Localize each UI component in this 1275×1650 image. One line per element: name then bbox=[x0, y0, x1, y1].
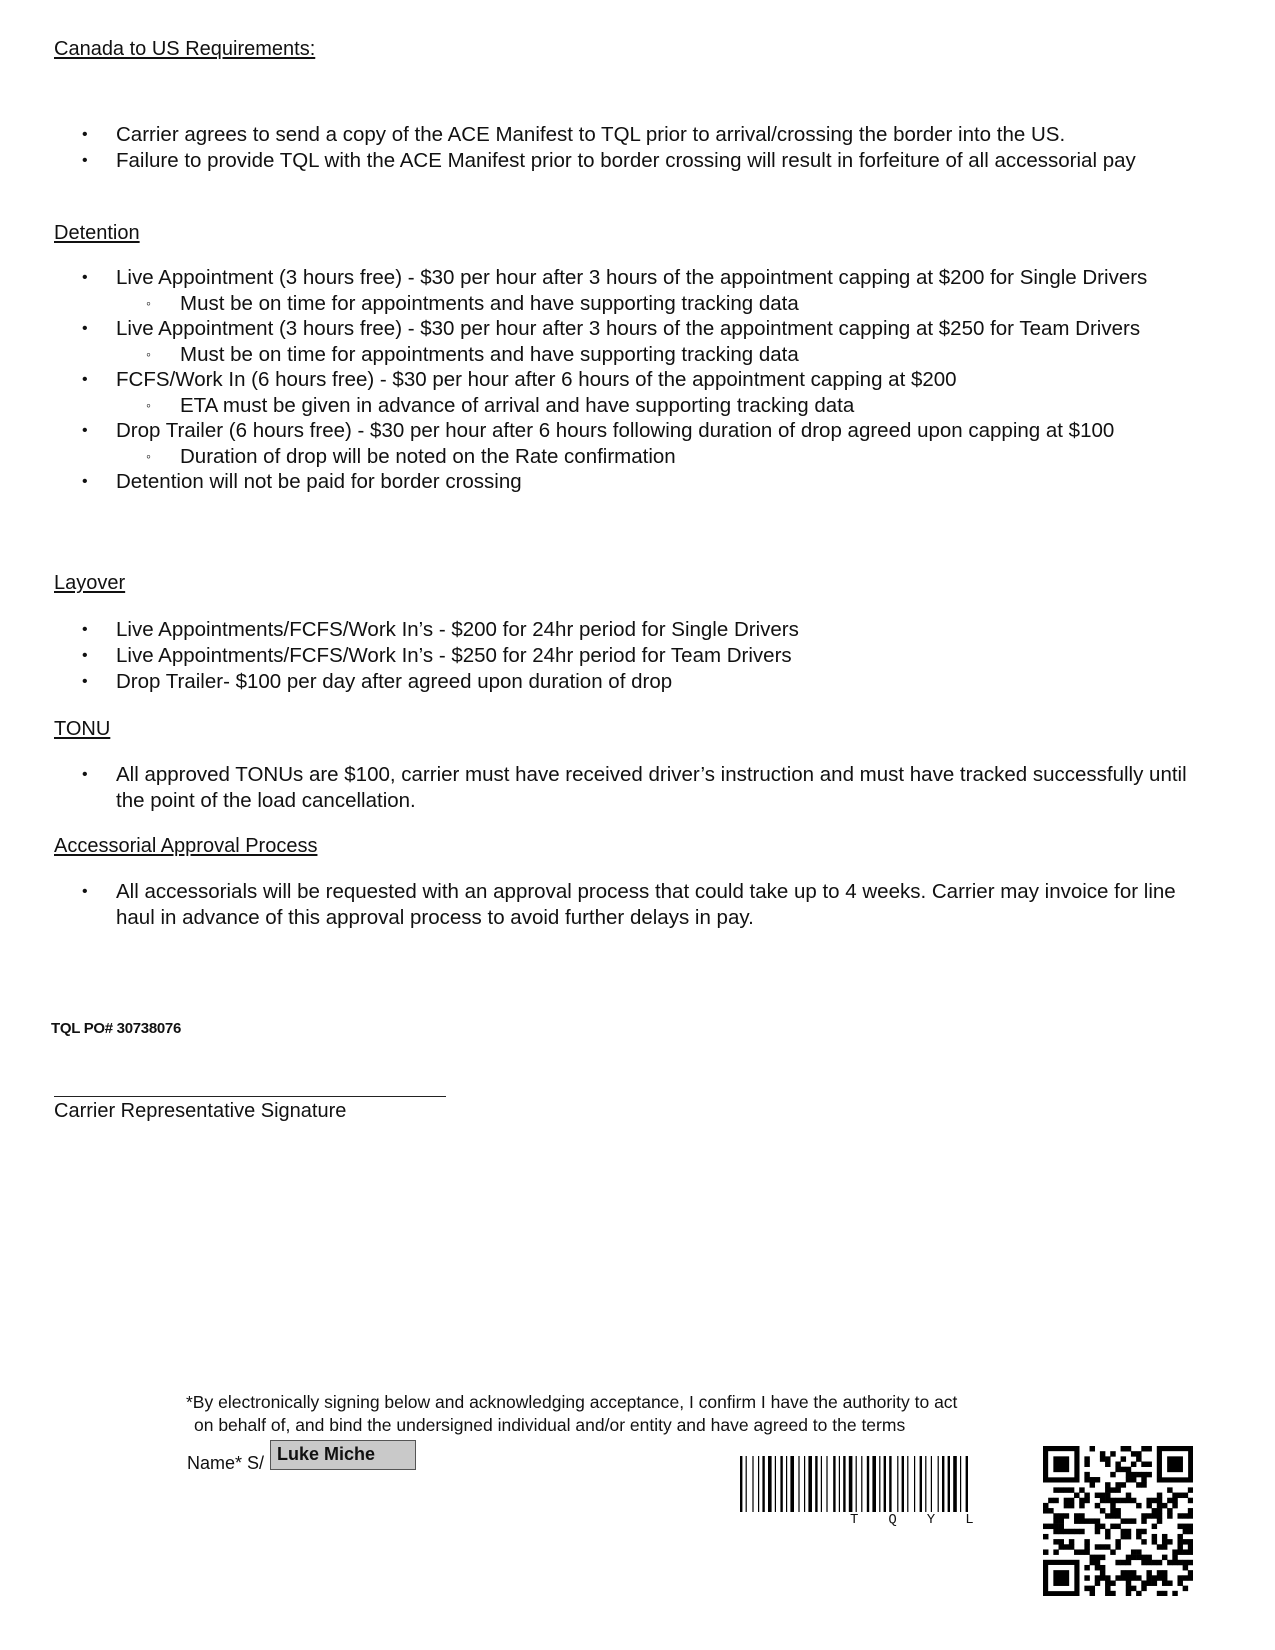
name-field-label: Name* S/ bbox=[187, 1453, 265, 1473]
qr-code-icon bbox=[1043, 1446, 1193, 1596]
section-heading-approval: Accessorial Approval Process bbox=[54, 835, 318, 857]
tonu-list bbox=[0, 762, 1275, 814]
sub-list-item: ◦ Duration of drop will be noted on the Rate confirmation bbox=[0, 444, 1275, 469]
list-item: • Detention will not be paid for border crossing bbox=[0, 469, 1196, 495]
list-item: • FCFS/Work In (6 hours free) - $30 per hour after 6 hours of the appointment capping at $200 bbox=[0, 367, 1196, 393]
section-heading-layover: Layover bbox=[54, 572, 126, 594]
acknowledgement-line-1: *By electronically signing below and acknowledging acceptance, I confirm I have the authority to act bbox=[186, 1392, 958, 1412]
name-signature-field[interactable]: Luke Miche bbox=[270, 1440, 416, 1470]
layover-list bbox=[0, 617, 1275, 695]
list-item: • Drop Trailer (6 hours free) - $30 per hour after 6 hours following duration of drop agreed upon capping at $100 bbox=[0, 418, 1196, 444]
section-heading-tonu: TONU bbox=[54, 718, 111, 740]
acknowledgement-text bbox=[186, 1391, 957, 1437]
list-item: • Live Appointments/FCFS/Work In’s - $250 for 24hr period for Team Drivers bbox=[0, 643, 1196, 669]
barcode-caption: TQYL bbox=[850, 1512, 1004, 1528]
list-item: • Failure to provide TQL with the ACE Manifest prior to border crossing will result in forfeiture of all accessorial pay bbox=[0, 148, 1196, 174]
sub-list-item: ◦ Must be on time for appointments and have supporting tracking data bbox=[0, 342, 1275, 367]
signature-label: Carrier Representative Signature bbox=[54, 1100, 347, 1122]
po-number: TQL PO# 30738076 bbox=[51, 1020, 182, 1037]
section-heading-detention: Detention bbox=[54, 222, 140, 244]
list-item: • Drop Trailer- $100 per day after agreed upon duration of drop bbox=[0, 669, 1196, 695]
list-item: • Live Appointments/FCFS/Work In’s - $200 for 24hr period for Single Drivers bbox=[0, 617, 1196, 643]
detention-list bbox=[0, 265, 1275, 495]
acknowledgement-line-2: on behalf of, and bind the undersigned individual and/or entity and have agreed to the terms bbox=[194, 1415, 906, 1435]
list-item: • Carrier agrees to send a copy of the ACE Manifest to TQL prior to arrival/crossing the border into the US. bbox=[0, 122, 1196, 148]
list-item: • All approved TONUs are $100, carrier must have received driver’s instruction and must have tracked successfully until the point of the load cancellation. bbox=[0, 762, 1196, 814]
barcode-icon bbox=[740, 1456, 1012, 1512]
list-item: • Live Appointment (3 hours free) - $30 per hour after 3 hours of the appointment capping at $250 for Team Drivers bbox=[0, 316, 1196, 342]
list-item: • Live Appointment (3 hours free) - $30 per hour after 3 hours of the appointment capping at $200 for Single Drivers bbox=[0, 265, 1196, 291]
signature-line[interactable] bbox=[54, 1096, 446, 1097]
sub-list-item: ◦ Must be on time for appointments and have supporting tracking data bbox=[0, 291, 1275, 316]
canada-list bbox=[0, 122, 1275, 174]
sub-list-item: ◦ ETA must be given in advance of arrival and have supporting tracking data bbox=[0, 393, 1275, 418]
approval-list bbox=[0, 879, 1275, 931]
list-item: • All accessorials will be requested with an approval process that could take up to 4 weeks. Carrier may invoice for line haul in advance of this approval process to avoid further delays in pay. bbox=[0, 879, 1196, 931]
section-heading-canada: Canada to US Requirements: bbox=[54, 38, 316, 60]
